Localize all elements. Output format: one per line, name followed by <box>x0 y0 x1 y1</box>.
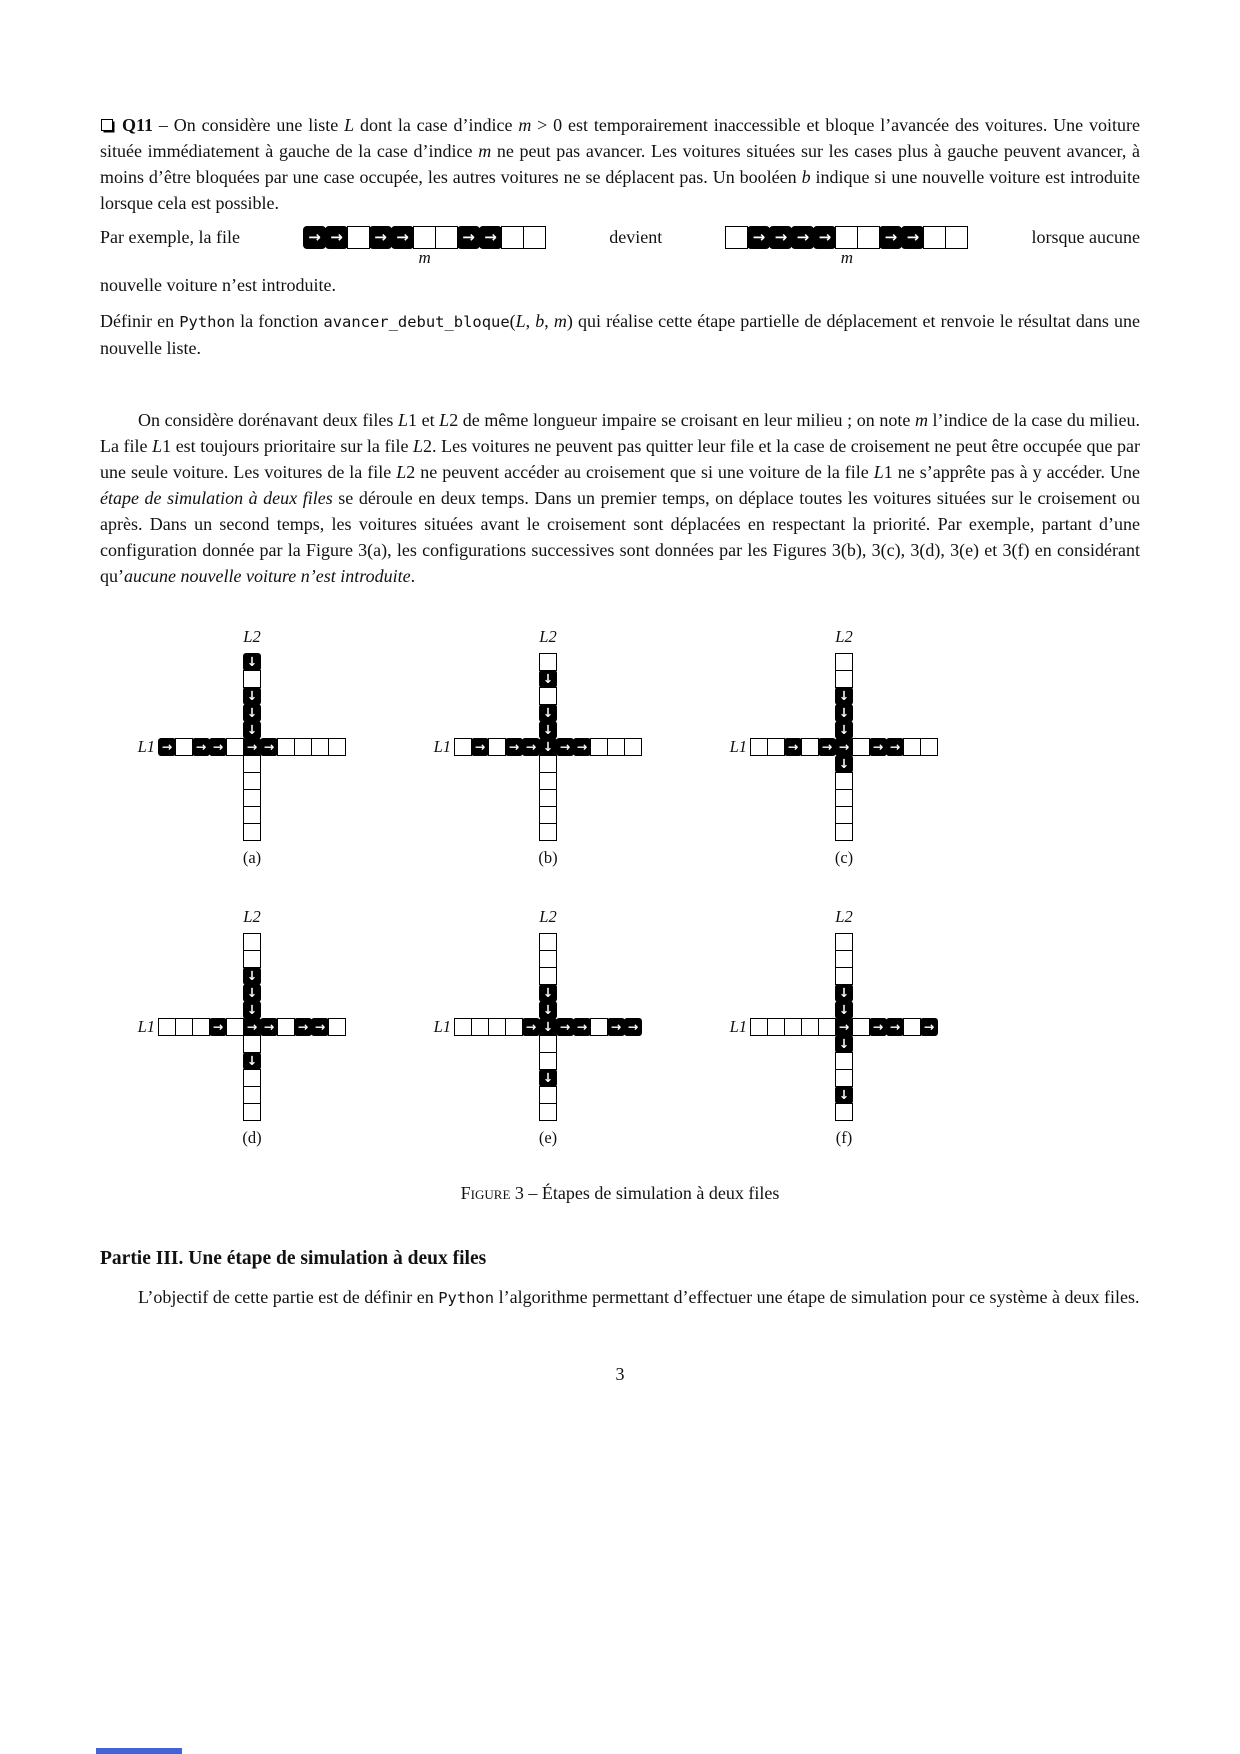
cross-diagram-c <box>718 627 942 873</box>
l1-label: L1 <box>729 1017 747 1037</box>
car-down-arrow-cell: ↓ <box>539 984 557 1002</box>
empty-cell <box>852 1018 870 1036</box>
empty-cell <box>835 653 853 671</box>
car-right-arrow-cell: → <box>556 1018 574 1036</box>
text-segment: étape de simulation à deux files <box>100 487 333 508</box>
car-right-arrow-cell: → <box>556 738 574 756</box>
empty-cell <box>835 1052 853 1070</box>
car-right-arrow-cell: → <box>869 738 887 756</box>
car-right-arrow-cell: → <box>901 226 924 249</box>
car-right-arrow-cell: → <box>835 738 853 756</box>
definir-paragraph <box>100 308 1140 360</box>
car-down-arrow-cell: ↓ <box>835 1001 853 1019</box>
empty-cell <box>801 738 819 756</box>
figure-caption <box>100 1183 1140 1204</box>
empty-cell <box>945 226 968 249</box>
empty-cell <box>488 1018 506 1036</box>
empty-cell <box>903 1018 921 1036</box>
car-right-arrow-cell: → <box>886 738 904 756</box>
car-down-arrow-cell: ↓ <box>243 1052 261 1070</box>
empty-cell <box>539 967 557 985</box>
car-down-arrow-cell: ↓ <box>243 967 261 985</box>
empty-cell <box>835 950 853 968</box>
empty-cell <box>835 823 853 841</box>
car-down-arrow-cell: ↓ <box>243 687 261 705</box>
intro-paragraph <box>100 407 1140 590</box>
empty-cell <box>192 1018 210 1036</box>
figure-caption-label: Figure 3 <box>460 1183 524 1204</box>
empty-cell <box>767 738 785 756</box>
text-segment: b <box>801 167 811 188</box>
l2-label: L2 <box>539 627 557 647</box>
q11-text <box>100 115 1140 213</box>
car-down-arrow-cell: ↓ <box>243 984 261 1002</box>
empty-cell <box>835 806 853 824</box>
empty-cell <box>243 1035 261 1053</box>
car-right-arrow-cell: → <box>573 738 591 756</box>
text-segment: m <box>518 115 532 135</box>
text-segment: Q11 <box>122 115 154 135</box>
car-right-arrow-cell: → <box>209 738 227 756</box>
car-right-arrow-cell: → <box>886 1018 904 1036</box>
l1-label: L1 <box>433 1017 451 1037</box>
figure-row-2 <box>126 907 1140 1153</box>
car-down-arrow-cell: ↓ <box>243 721 261 739</box>
text-segment: l’indice de la case du milieu. La file <box>100 409 1140 456</box>
car-down-arrow-cell: ↓ <box>539 1069 557 1087</box>
text-segment: 2 de même longueur impaire se croisant en leur milieu ; on note <box>449 409 915 430</box>
car-right-arrow-cell: → <box>209 1018 227 1036</box>
car-down-arrow-cell: ↓ <box>835 687 853 705</box>
empty-cell <box>243 772 261 790</box>
empty-cell <box>590 738 608 756</box>
text-segment: L <box>396 461 407 482</box>
car-down-arrow-cell: ↓ <box>835 1035 853 1053</box>
text-segment: se déroule en deux temps. Dans un premier temps, on déplace toutes les voitures situées sur le croisement ou après. Dans un second temps, les voitures situées avant le croisement sont déplacées en respectant la priorité. Par exemple, partant d’une configuration donnée par la Figure 3(a), les configurations successives sont données par les Figures 3(b), 3(c), 3(d), 3(e) et 3(f) en considérant qu’ <box>100 487 1140 587</box>
car-right-arrow-cell: → <box>747 226 770 249</box>
car-down-arrow-cell: ↓ <box>539 738 557 756</box>
text-segment: 2 ne peuvent accéder au croisement que si une voiture de la file <box>406 461 874 482</box>
partie-3-heading: Partie III. Une étape de simulation à deux files <box>100 1248 487 1270</box>
car-right-arrow-cell: → <box>818 738 836 756</box>
empty-cell <box>539 687 557 705</box>
text-segment: 1 ne s’apprête pas à y accéder. Une <box>883 461 1140 482</box>
figure-row-1 <box>126 627 1140 873</box>
text-segment: m <box>553 311 567 332</box>
empty-cell <box>903 738 921 756</box>
empty-cell <box>539 933 557 951</box>
l2-label: L2 <box>243 907 261 927</box>
subfigure-label-b: (b) <box>538 848 558 868</box>
empty-cell <box>243 806 261 824</box>
car-down-arrow-cell: ↓ <box>243 653 261 671</box>
text-segment: m <box>914 409 928 430</box>
text-segment: ( <box>509 311 516 332</box>
empty-cell <box>835 1103 853 1121</box>
empty-cell <box>835 789 853 807</box>
empty-cell <box>835 933 853 951</box>
l2-label: L2 <box>835 907 853 927</box>
text-segment: 1 est toujours prioritaire sur la file <box>162 435 414 456</box>
car-right-arrow-cell: → <box>303 226 326 249</box>
empty-cell <box>243 670 261 688</box>
car-down-arrow-cell: ↓ <box>835 755 853 773</box>
subfigure-label-f: (f) <box>835 1128 853 1148</box>
empty-cell <box>471 1018 489 1036</box>
text-segment: . <box>410 566 416 587</box>
car-down-arrow-cell: ↓ <box>539 704 557 722</box>
car-right-arrow-cell: → <box>522 738 540 756</box>
empty-cell <box>311 738 329 756</box>
figure-3 <box>126 627 1140 1153</box>
cross-diagram-f <box>718 907 942 1153</box>
car-down-arrow-cell: ↓ <box>539 670 557 688</box>
text-segment: indique si une nouvelle voiture est introduite lorsque cela est possible. <box>100 167 1140 214</box>
empty-cell <box>243 755 261 773</box>
car-right-arrow-cell: → <box>243 738 261 756</box>
car-right-arrow-cell: → <box>294 1018 312 1036</box>
car-right-arrow-cell: → <box>573 1018 591 1036</box>
text-segment: L <box>397 409 408 430</box>
cross-diagram-e <box>422 907 646 1153</box>
subfigure-label-e: (e) <box>538 1128 558 1148</box>
text-segment: 1 et <box>407 409 440 430</box>
car-right-arrow-cell: → <box>522 1018 540 1036</box>
car-right-arrow-cell: → <box>835 1018 853 1036</box>
example-suffix-line1: lorsque aucune <box>1031 226 1140 247</box>
car-right-arrow-cell: → <box>624 1018 642 1036</box>
text-segment: L <box>515 311 526 332</box>
empty-cell <box>175 738 193 756</box>
car-down-arrow-cell: ↓ <box>539 1001 557 1019</box>
empty-cell <box>158 1018 176 1036</box>
empty-cell <box>413 226 436 249</box>
car-right-arrow-cell: → <box>243 1018 261 1036</box>
empty-cell <box>784 1018 802 1036</box>
text-segment: Python <box>438 1289 495 1308</box>
car-right-arrow-cell: → <box>311 1018 329 1036</box>
empty-cell <box>488 738 506 756</box>
empty-cell <box>501 226 524 249</box>
text-segment: L <box>344 115 355 135</box>
subfigure-label-c: (c) <box>834 848 854 868</box>
empty-cell <box>277 1018 295 1036</box>
empty-cell <box>539 823 557 841</box>
car-right-arrow-cell: → <box>869 1018 887 1036</box>
m-index-marker: m <box>840 247 853 267</box>
cross-diagram-b <box>422 627 646 873</box>
car-right-arrow-cell: → <box>769 226 792 249</box>
text-segment: L’objectif de cette partie est de définir en <box>138 1287 439 1308</box>
empty-cell <box>347 226 370 249</box>
empty-cell <box>539 1052 557 1070</box>
example-line <box>100 222 1140 267</box>
empty-cell <box>607 738 625 756</box>
l1-label: L1 <box>137 1017 155 1037</box>
empty-cell <box>539 755 557 773</box>
l1-label: L1 <box>137 737 155 757</box>
text-segment: b <box>535 311 545 332</box>
car-right-arrow-cell: → <box>457 226 480 249</box>
car-down-arrow-cell: ↓ <box>835 721 853 739</box>
empty-cell <box>175 1018 193 1036</box>
empty-cell <box>801 1018 819 1036</box>
text-segment: , <box>525 311 536 332</box>
subfigure-label-a: (a) <box>242 848 262 868</box>
empty-cell <box>243 1103 261 1121</box>
empty-cell <box>818 1018 836 1036</box>
text-segment: L <box>439 409 450 430</box>
empty-cell <box>243 823 261 841</box>
open-square-bullet-icon <box>101 119 113 131</box>
text-segment: la fonction <box>235 311 324 332</box>
empty-cell <box>590 1018 608 1036</box>
car-right-arrow-cell: → <box>192 738 210 756</box>
bottom-blue-bar-artifact <box>96 1748 182 1754</box>
car-right-arrow-cell: → <box>920 1018 938 1036</box>
cross-diagram-a <box>126 627 350 873</box>
text-segment: , <box>544 311 554 332</box>
empty-cell <box>920 738 938 756</box>
text-segment: – On considère une liste <box>153 115 345 135</box>
car-right-arrow-cell: → <box>369 226 392 249</box>
figure-caption-sep: – <box>523 1183 542 1204</box>
car-right-arrow-cell: → <box>791 226 814 249</box>
car-right-arrow-cell: → <box>391 226 414 249</box>
subfigure-label-d: (d) <box>242 1128 262 1148</box>
empty-cell <box>835 772 853 790</box>
empty-cell <box>835 226 858 249</box>
text-segment: > 0 est temporairement inaccessible et bloque l’avancée des voitures. Une voiture située immédiatement à gauche de la case d’indice <box>100 115 1141 162</box>
empty-cell <box>835 1069 853 1087</box>
l2-label: L2 <box>539 907 557 927</box>
file-after-diagram <box>725 226 968 267</box>
car-right-arrow-cell: → <box>607 1018 625 1036</box>
l1-label: L1 <box>729 737 747 757</box>
car-right-arrow-cell: → <box>158 738 176 756</box>
car-right-arrow-cell: → <box>784 738 802 756</box>
empty-cell <box>243 933 261 951</box>
example-prefix: Par exemple, la file <box>100 226 240 247</box>
text-segment: L <box>152 435 163 456</box>
empty-cell <box>226 1018 244 1036</box>
car-down-arrow-cell: ↓ <box>243 704 261 722</box>
l2-label: L2 <box>243 627 261 647</box>
text-segment: avancer_debut_bloque <box>323 313 510 332</box>
empty-cell <box>835 670 853 688</box>
empty-cell <box>435 226 458 249</box>
car-right-arrow-cell: → <box>260 1018 278 1036</box>
empty-cell <box>328 1018 346 1036</box>
empty-cell <box>539 806 557 824</box>
car-right-arrow-cell: → <box>813 226 836 249</box>
empty-cell <box>857 226 880 249</box>
empty-cell <box>750 1018 768 1036</box>
empty-cell <box>539 772 557 790</box>
text-segment: ) qui réalise cette étape partielle de déplacement et renvoie le résultat dans une nouvelle liste. <box>100 311 1140 358</box>
empty-cell <box>328 738 346 756</box>
empty-cell <box>454 1018 472 1036</box>
car-down-arrow-cell: ↓ <box>835 704 853 722</box>
text-segment: dont la case d’indice <box>354 115 519 135</box>
empty-cell <box>505 1018 523 1036</box>
car-right-arrow-cell: → <box>505 738 523 756</box>
text-segment: 2. Les voitures ne peuvent pas quitter leur file et la case de croisement ne peut être occupée que par une seule voiture. Les voitures de la file <box>100 435 1140 482</box>
empty-cell <box>539 1103 557 1121</box>
car-right-arrow-cell: → <box>260 738 278 756</box>
empty-cell <box>539 950 557 968</box>
text-segment: Définir en <box>100 311 180 332</box>
empty-cell <box>725 226 748 249</box>
car-right-arrow-cell: → <box>879 226 902 249</box>
text-segment: On considère dorénavant deux files <box>138 409 398 430</box>
empty-cell <box>767 1018 785 1036</box>
figure-caption-text: Étapes de simulation à deux files <box>541 1183 780 1204</box>
l1-label: L1 <box>433 737 451 757</box>
car-right-arrow-cell: → <box>479 226 502 249</box>
objectif-paragraph <box>100 1284 1140 1310</box>
empty-cell <box>226 738 244 756</box>
file-before-diagram <box>303 226 546 267</box>
empty-cell <box>243 1069 261 1087</box>
empty-cell <box>750 738 768 756</box>
empty-cell <box>852 738 870 756</box>
empty-cell <box>243 789 261 807</box>
example-suffix-line2: nouvelle voiture n’est introduite. <box>100 275 336 296</box>
car-right-arrow-cell: → <box>471 738 489 756</box>
text-segment: l’algorithme permettant d’effectuer une étape de simulation pour ce système à deux files. <box>494 1287 1140 1308</box>
empty-cell <box>243 1086 261 1104</box>
text-segment: L <box>873 461 884 482</box>
empty-cell <box>539 789 557 807</box>
empty-cell <box>835 967 853 985</box>
example-devient-label: devient <box>609 226 663 247</box>
empty-cell <box>923 226 946 249</box>
empty-cell <box>243 950 261 968</box>
empty-cell <box>539 653 557 671</box>
car-down-arrow-cell: ↓ <box>539 721 557 739</box>
empty-cell <box>523 226 546 249</box>
m-index-marker: m <box>418 247 431 267</box>
car-down-arrow-cell: ↓ <box>243 1001 261 1019</box>
page-number: 3 <box>615 1364 625 1385</box>
text-segment: ne peut pas avancer. Les voitures situées sur les cases plus à gauche peuvent avancer, à moins d’être bloquées par une case occupée, les autres voitures ne se déplacent pas. Un booléen <box>100 141 1140 188</box>
car-down-arrow-cell: ↓ <box>835 1086 853 1104</box>
empty-cell <box>454 738 472 756</box>
empty-cell <box>539 1086 557 1104</box>
text-segment: aucune nouvelle voiture n’est introduite <box>124 566 411 587</box>
l2-label: L2 <box>835 627 853 647</box>
empty-cell <box>624 738 642 756</box>
text-segment: m <box>478 141 492 162</box>
car-down-arrow-cell: ↓ <box>539 1018 557 1036</box>
empty-cell <box>294 738 312 756</box>
empty-cell <box>539 1035 557 1053</box>
car-down-arrow-cell: ↓ <box>835 984 853 1002</box>
cross-diagram-d <box>126 907 350 1153</box>
car-right-arrow-cell: → <box>325 226 348 249</box>
text-segment: L <box>413 435 424 456</box>
text-segment: Python <box>179 313 236 332</box>
q11-paragraph <box>100 112 1140 216</box>
empty-cell <box>277 738 295 756</box>
